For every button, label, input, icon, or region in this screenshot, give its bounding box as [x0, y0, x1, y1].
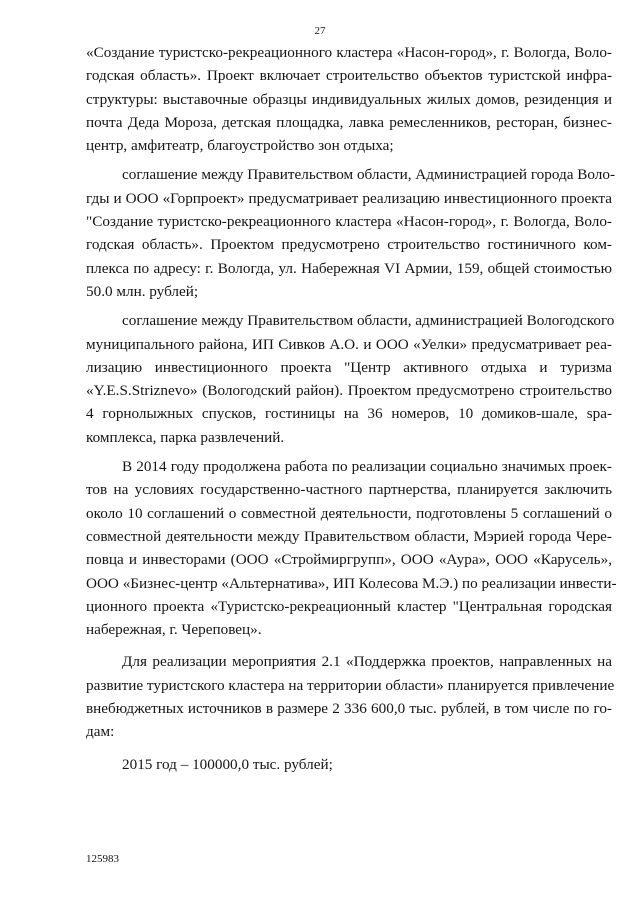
text-line: повца и инвесторами (ООО «Строймиргрупп», ООО «Аура», ООО «Карусель»,: [86, 551, 612, 569]
text-line: внебюджетных источников в размере 2 336 600,0 тыс. рублей, в том числе по го-: [86, 700, 612, 718]
text-line: «Создание туристско-рекреационного кластера «Насон-город», г. Вологда, Воло-: [86, 44, 612, 61]
paragraph-gap: [86, 744, 612, 753]
text-line: годская область». Проектом предусмотрено строительство гостиничного ком-: [86, 236, 612, 254]
text-line: развитие туристского кластера на территории области» планируется привлечение: [86, 676, 615, 694]
text-line: "Создание туристско-рекреационного кластера «Насон-город», г. Вологда, Воло-: [86, 213, 612, 231]
text-line: набережная, г. Череповец».: [86, 621, 262, 639]
text-line: лизацию инвестиционного проекта "Центр активного отдыха и туризма: [86, 358, 612, 376]
text-line: структуры: выставочные образцы индивидуальных жилых домов, резиденция и: [86, 90, 612, 108]
text-line: соглашение между Правительством области, администрацией Вологодского: [122, 312, 615, 330]
text-line: центр, амфитеатр, благоустройство зон отдыха;: [86, 137, 394, 155]
text-line: ООО «Бизнес-центр «Альтернатива», ИП Колесова М.Э.) по реализации инвести-: [86, 574, 617, 592]
text-line: 2015 год – 100000,0 тыс. рублей;: [122, 755, 333, 773]
text-line: 4 горнолыжных спусков, гостиницы на 36 номеров, 10 домиков-шале, spa-: [86, 405, 612, 423]
text-line: гды и ООО «Горпроект» предусматривает реализацию инвестиционного проекта: [86, 189, 612, 207]
text-line: Для реализации мероприятия 2.1 «Поддержка проектов, направленных на: [122, 653, 612, 671]
text-line: около 10 соглашений о совместной деятельности, подготовлены 5 соглашений о: [86, 504, 612, 522]
text-line: муниципального района, ИП Сивков А.О. и ООО «Уелки» предусматривает реа-: [86, 335, 612, 353]
text-line: соглашение между Правительством области, Администрацией города Воло-: [122, 166, 616, 184]
text-line: комплекса, парка развлечений.: [86, 428, 285, 446]
paragraph-gap: [86, 641, 612, 650]
text-line: почта Деда Мороза, детская площадка, лавка ремесленников, ресторан, бизнес-: [86, 113, 612, 131]
text-line: дам:: [86, 723, 115, 741]
text-line: тов на условиях государственно-частного партнерства, планируется заключить: [86, 481, 612, 499]
document-code: 125983: [86, 853, 119, 865]
text-line: «Y.E.S.Striznevo» (Вологодский район). Проектом предусмотрено строительство: [86, 382, 612, 400]
page-number: 27: [314, 25, 326, 37]
text-line: В 2014 году продолжена работа по реализации социально значимых проек-: [122, 458, 612, 476]
document-body: [86, 41, 617, 776]
text-line: ционного проекта «Туристско-рекреационный кластер "Центральная городская: [86, 597, 612, 615]
text-line: годская область». Проект включает строительство объектов туристской инфра-: [86, 67, 612, 85]
text-line: совместной деятельности между Правительством области, Мэрией города Чере-: [86, 527, 612, 545]
text-line: 50.0 млн. рублей;: [86, 282, 199, 300]
text-line: плекса по адресу: г. Вологда, ул. Набережная VI Армии, 159, общей стоимостью: [86, 259, 612, 277]
